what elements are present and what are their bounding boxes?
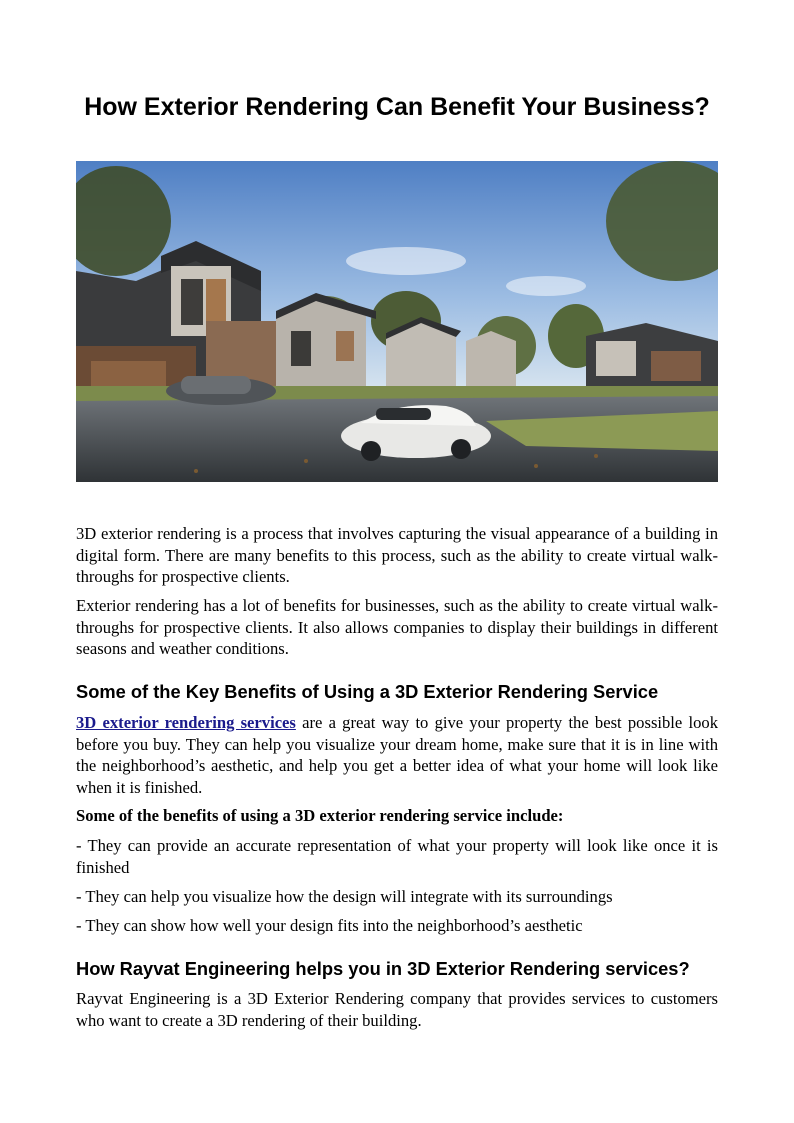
section2-heading: How Rayvat Engineering helps you in 3D Exterior Rendering services?: [76, 958, 690, 979]
benefit-item: - They can help you visualize how the design will integrate with its surroundings: [76, 887, 613, 906]
section1-heading: Some of the Key Benefits of Using a 3D Exterior Rendering Service: [76, 681, 659, 702]
intro-paragraph-2: Exterior rendering has a lot of benefits for businesses, such as the ability to create virtual walk-throughs for prospective clients. It also allows companies to display their buildings in different seasons and weather conditions.: [76, 596, 718, 658]
benefit-item: - They can provide an accurate representation of what your property will look like once it is finished: [76, 836, 718, 877]
page-title: How Exterior Rendering Can Benefit Your Business?: [84, 93, 710, 121]
section2-paragraph: Rayvat Engineering is a 3D Exterior Rendering company that provides services to customers who want to create a 3D rendering of their building.: [76, 989, 718, 1030]
townhouse-render-illustration: [76, 161, 718, 482]
hero-image: [76, 161, 718, 482]
intro-paragraph-1: 3D exterior rendering is a process that involves capturing the visual appearance of a building in digital form. There are many benefits to this process, such as the ability to create virtual walk-throughs for prospective clients.: [76, 524, 718, 586]
benefit-item: - They can show how well your design fits into the neighborhood’s aesthetic: [76, 916, 583, 935]
section1-paragraph-text: are a great way to give your property the best possible look before you buy. They can help you visualize your dream home, make sure that it is in line with the neighborhood’s aesthetic, and help you get a better idea of what your home will look like when it is finished.: [76, 713, 719, 797]
section1-paragraph: [76, 712, 718, 798]
benefits-intro: Some of the benefits of using a 3D exterior rendering service include:: [76, 806, 564, 825]
services-link[interactable]: 3D exterior rendering services: [76, 713, 296, 732]
